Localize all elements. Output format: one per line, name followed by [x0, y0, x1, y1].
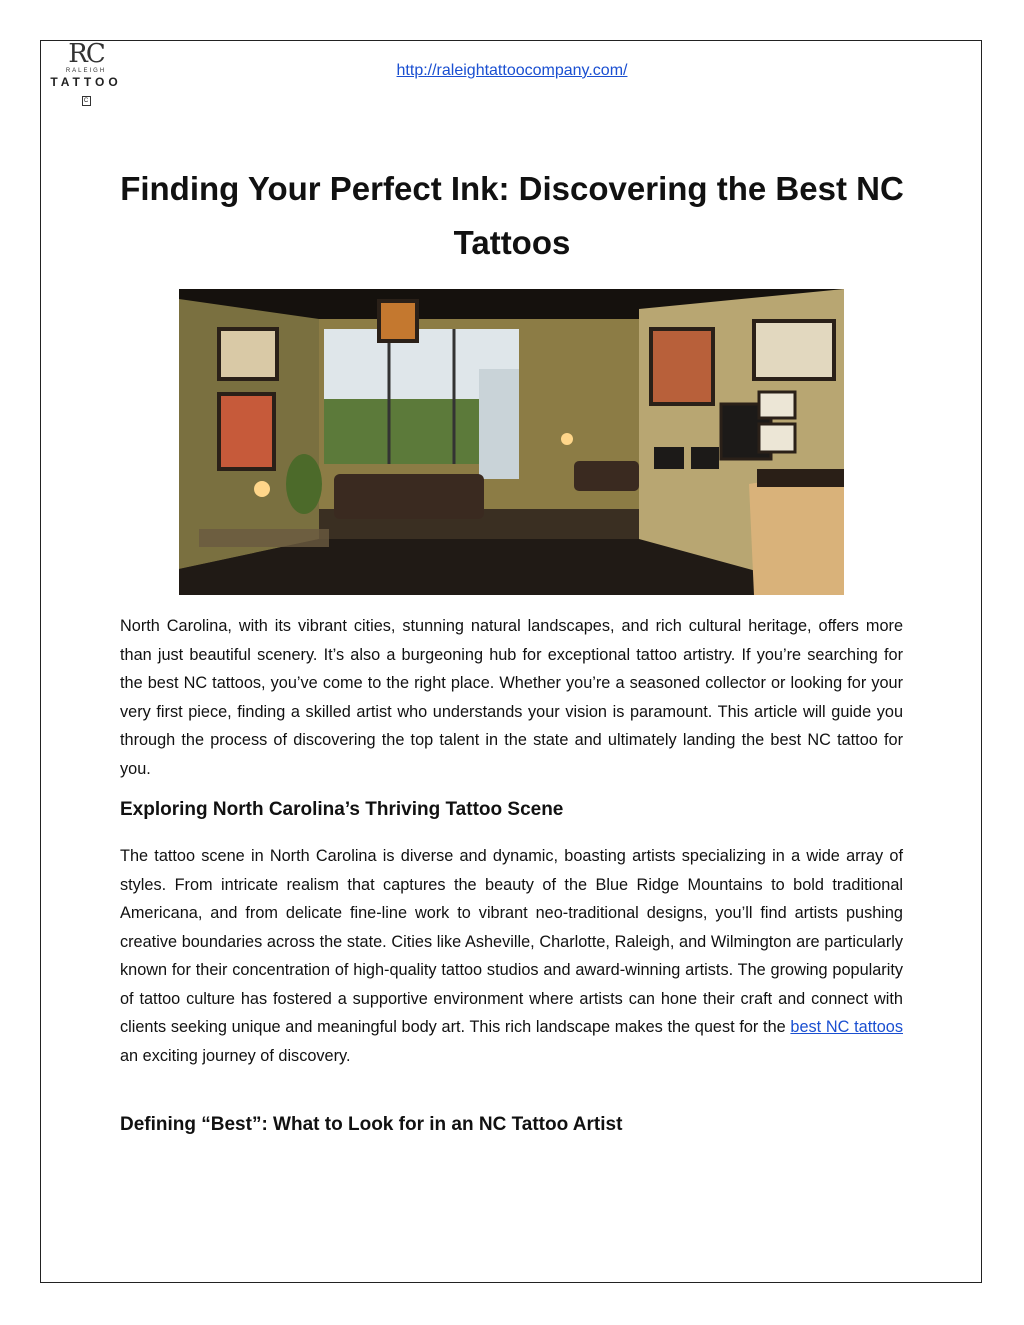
scene-text-after: an exciting journey of discovery. — [120, 1046, 351, 1065]
section-heading-scene: Exploring North Carolina’s Thriving Tattoo Scene — [120, 799, 564, 820]
logo-word: TATTOO — [50, 75, 122, 89]
best-nc-tattoos-link[interactable]: best NC tattoos — [790, 1018, 903, 1036]
page-title: Finding Your Perfect Ink: Discovering the Best NC Tattoos — [120, 170, 904, 261]
logo-mark: C — [82, 96, 91, 106]
logo-top-text: RALEIGH — [65, 68, 107, 74]
studio-photo — [179, 289, 844, 595]
site-url-link[interactable]: http://raleightattoocompany.com/ — [396, 62, 628, 79]
studio-photo-illustration — [179, 289, 844, 595]
logo-monogram: RC — [68, 39, 104, 69]
scene-paragraph — [120, 842, 903, 1070]
scene-text-before: The tattoo scene in North Carolina is diverse and dynamic, boasting artists specializing in a wide array of styles. From intricate realism that captures the beauty of the Blue Ridge Mountains to bold traditional Americana, and from delicate fine-line work to vibrant neo-traditional designs, you’ll find artists pushing creative boundaries across the state. Cities like Asheville, Charlotte, Raleigh, and Wilmington are particularly known for their concentration of high-quality tattoo studios and award-winning artists. The growing popularity of tattoo culture has fostered a supportive environment where artists can hone their craft and connect with clients seeking unique and meaningful body art. This rich landscape makes the quest for the — [120, 847, 903, 1036]
raleigh-tattoo-logo — [46, 39, 126, 122]
intro-paragraph: North Carolina, with its vibrant cities, stunning natural landscapes, and rich cultural heritage, offers more than just beautiful scenery. It’s also a burgeoning hub for exceptional tattoo artistry. If you’re searching for the best NC tattoos, you’ve come to the right place. Whether you’re a seasoned collector or looking for your very first piece, finding a skilled artist who understands your vision is paramount. This article will guide you through the process of discovering the top talent in the state and ultimately landing the best NC tattoo for you. — [120, 617, 903, 778]
section-heading-defining-best: Defining “Best”: What to Look for in an NC Tattoo Artist — [120, 1114, 623, 1135]
